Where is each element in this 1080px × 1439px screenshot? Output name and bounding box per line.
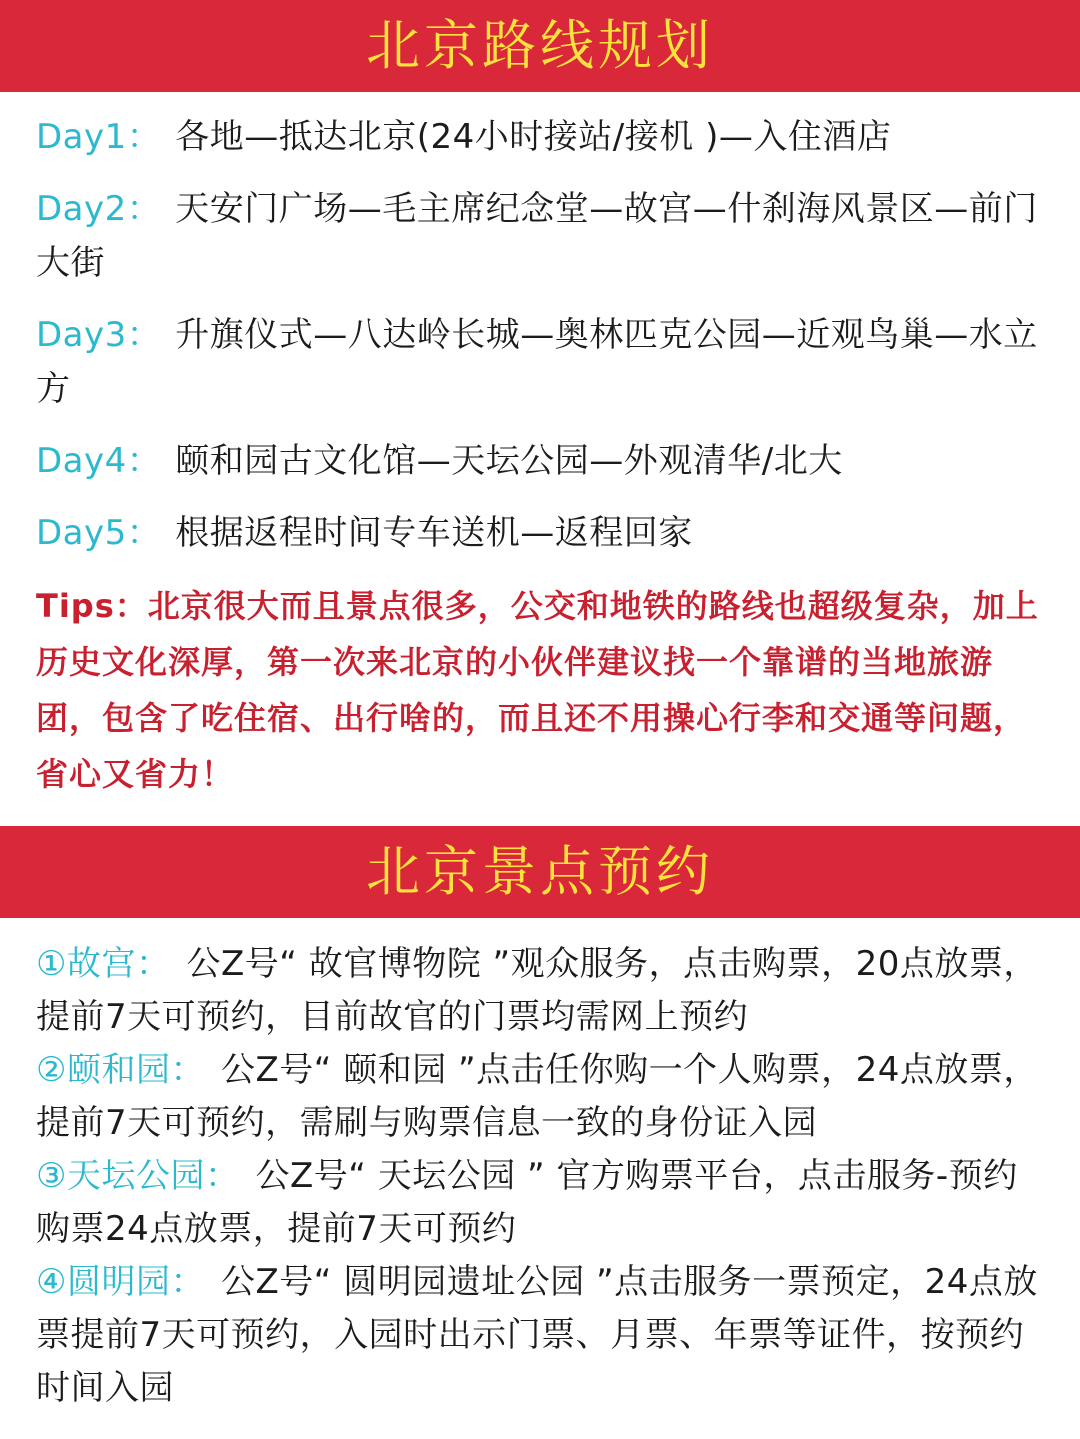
site-item bbox=[36, 938, 1046, 1044]
day-item bbox=[36, 110, 1046, 164]
day-text: 颐和园古文化馆—天坛公园—外观清华/北大 bbox=[175, 441, 843, 481]
site-text: 公Z号“ 圆明园遗址公园 ”点击服务一票预定，24点放票提前7天可预约，入园时出示门票、月票、年票等证件，按预约时间入园 bbox=[36, 1262, 1038, 1408]
route-list bbox=[36, 110, 1046, 802]
day-item bbox=[36, 506, 1046, 560]
route-planning-banner bbox=[0, 0, 1080, 92]
site-label: ②颐和园： bbox=[36, 1050, 205, 1090]
site-item bbox=[36, 1150, 1046, 1256]
site-text: 公Z号“ 天坛公园 ” 官方购票平台，点击服务-预约购票24点放票，提前7天可预约 bbox=[36, 1156, 1018, 1249]
day-item bbox=[36, 434, 1046, 488]
day-label: Day4： bbox=[36, 441, 162, 481]
site-item bbox=[36, 1256, 1046, 1415]
site-booking-banner bbox=[0, 826, 1080, 918]
site-booking-title: 北京景点预约 bbox=[366, 840, 714, 903]
site-label: ④圆明园： bbox=[36, 1262, 205, 1302]
day-label: Day3： bbox=[36, 315, 162, 355]
day-label: Day1： bbox=[36, 117, 162, 157]
day-text: 升旗仪式—八达岭长城—奥林匹克公园—近观鸟巢—水立方 bbox=[36, 315, 1038, 409]
day-item bbox=[36, 308, 1046, 416]
day-label: Day2： bbox=[36, 189, 162, 229]
site-list bbox=[36, 938, 1046, 1415]
site-label: ①故宫： bbox=[36, 944, 171, 984]
day-text: 根据返程时间专车送机—返程回家 bbox=[175, 513, 693, 553]
site-text: 公Z号“ 故官博物院 ”观众服务，点击购票，20点放票，提前7天可预约，目前故官的门票均需网上预约 bbox=[36, 944, 1038, 1037]
day-text: 各地—抵达北京(24小时接站/接机 )—入住酒店 bbox=[175, 117, 892, 157]
day-item bbox=[36, 182, 1046, 290]
tips-paragraph: Tips：北京很大而且景点很多，公交和地铁的路线也超级复杂，加上历史文化深厚，第一次来北京的小伙伴建议找一个靠谱的当地旅游团，包含了吃住宿、出行啥的，而且还不用操心行李和交通等问题，省心又省力！ bbox=[36, 587, 1039, 793]
route-planning-title: 北京路线规划 bbox=[366, 14, 714, 77]
site-label: ③天坛公园： bbox=[36, 1156, 240, 1196]
day-label: Day5： bbox=[36, 513, 162, 553]
site-item bbox=[36, 1044, 1046, 1150]
site-text: 公Z号“ 颐和园 ”点击任你购一个人购票，24点放票，提前7天可预约，需刷与购票信息一致的身份证入园 bbox=[36, 1050, 1038, 1143]
day-text: 天安门广场—毛主席纪念堂—故宫—什刹海风景区—前门大街 bbox=[36, 189, 1038, 283]
